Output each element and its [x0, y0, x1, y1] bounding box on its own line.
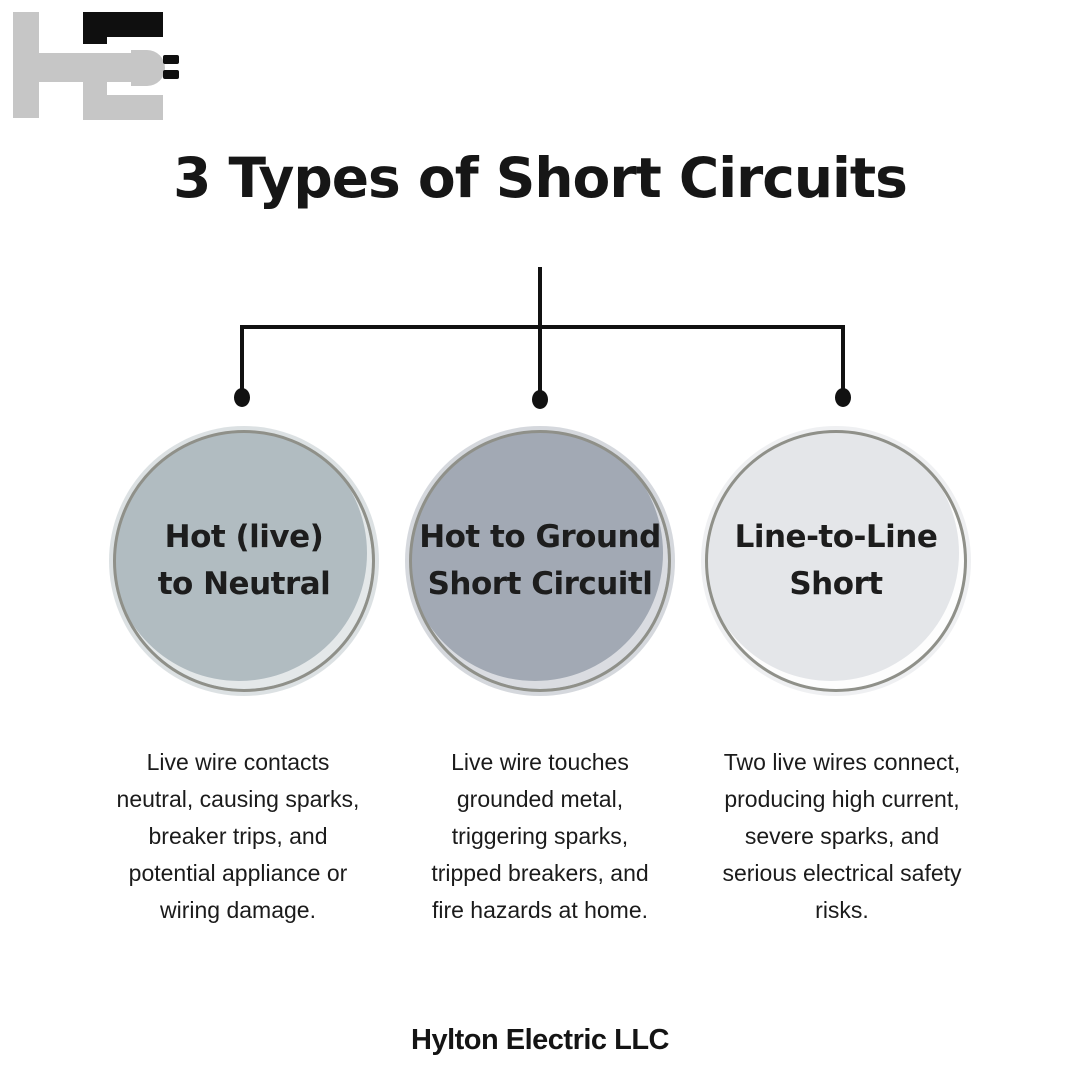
logo-plug-icon [131, 50, 165, 86]
description-line: fire hazards at home. [431, 897, 649, 923]
connector-dot-left [234, 388, 250, 407]
circle-label-line: Short [789, 566, 883, 602]
logo-plug-prong-top [163, 55, 179, 64]
circle-label [158, 514, 331, 608]
logo-e-bottom-bar [83, 95, 163, 120]
logo-plug-prong-bottom [163, 70, 179, 79]
circle-label-line: Hot (live) [164, 519, 324, 555]
brand-name: Hylton Electric LLC [411, 1024, 669, 1056]
connector-dot-right [835, 388, 851, 407]
description-hot-to-ground [389, 744, 691, 929]
connector-stem [538, 267, 542, 391]
type-circles-row [0, 430, 1080, 692]
circle-label-line: Hot to Ground [419, 519, 661, 555]
description-line: neutral, causing sparks, [116, 786, 360, 812]
description-line: Live wire contacts [146, 749, 330, 775]
logo-crossbar [39, 53, 135, 82]
logo-h-leg [13, 12, 39, 118]
description-line: breaker trips, and [148, 823, 328, 849]
description-line: severe sparks, and [744, 823, 940, 849]
description-line: potential appliance or [128, 860, 348, 886]
connector-right-drop [841, 329, 845, 391]
description-line: producing high current, [724, 786, 960, 812]
circle-label-line: Short Circuitl [427, 566, 653, 602]
description-line: Two live wires connect, [723, 749, 961, 775]
description-line: grounded metal, [456, 786, 624, 812]
description-line-to-line [691, 744, 993, 929]
description-line: serious electrical safety [722, 860, 962, 886]
description-line: wiring damage. [160, 897, 316, 923]
type-circle-hot-live-to-neutral [113, 430, 375, 692]
description-line: risks. [815, 897, 869, 923]
circle-label-line: Line-to-Line [734, 519, 938, 555]
page-title: 3 Types of Short Circuits [173, 146, 907, 210]
connector-dot-center [532, 390, 548, 409]
connector-horizontal-line [240, 325, 845, 329]
circle-label [735, 514, 938, 608]
description-line: tripped breakers, and [431, 860, 649, 886]
description-hot-live-to-neutral [87, 744, 389, 929]
logo-e-top-bar [83, 12, 163, 37]
hylton-electric-logo-icon [13, 10, 181, 122]
type-circle-line-to-line [705, 430, 967, 692]
circle-label [419, 514, 661, 608]
description-line: triggering sparks, [451, 823, 629, 849]
connector-left-drop [240, 329, 244, 391]
type-circle-hot-to-ground [409, 430, 671, 692]
circle-label-line: to Neutral [157, 566, 331, 602]
logo-e-top-tab [83, 37, 107, 44]
description-line: Live wire touches [451, 749, 629, 775]
descriptions-row [0, 744, 1080, 929]
